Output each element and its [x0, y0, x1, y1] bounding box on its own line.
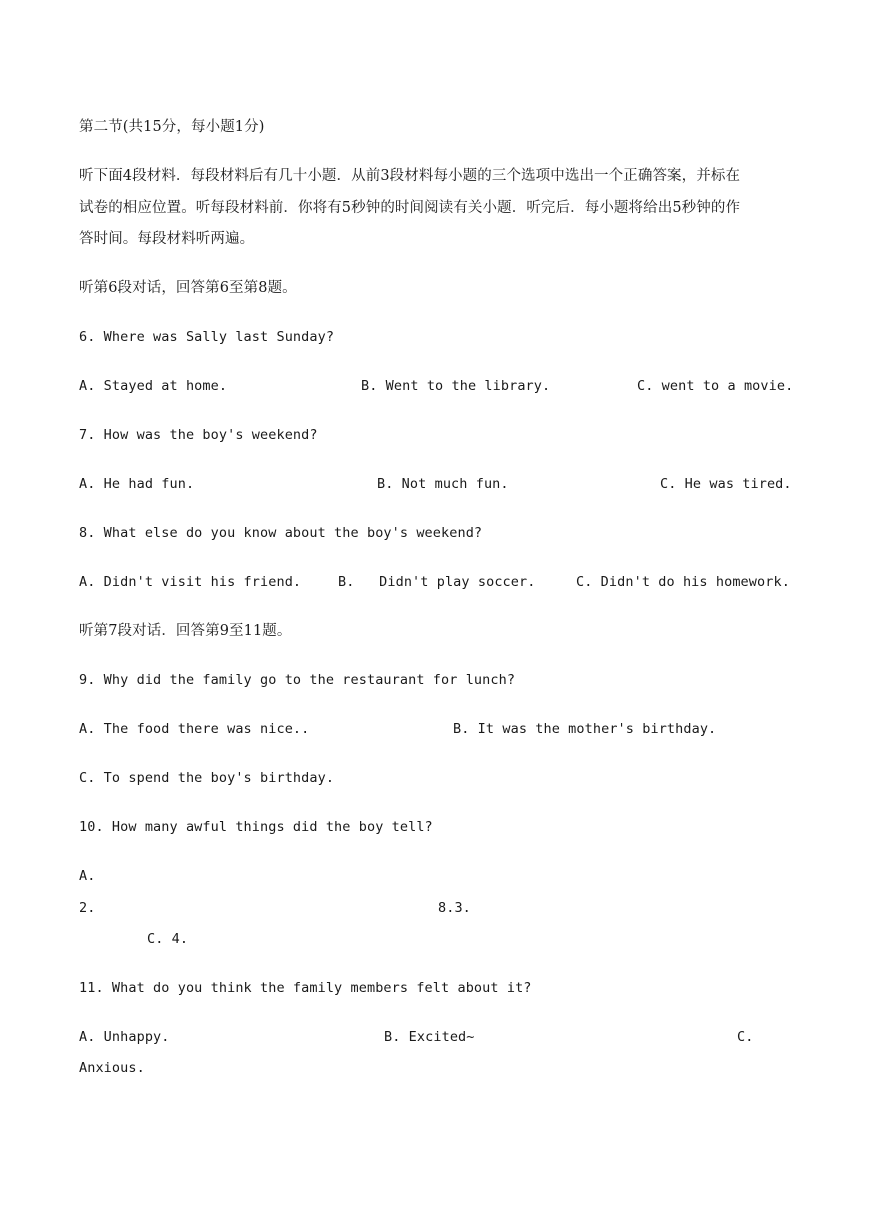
question-11: 11. What do you think the family members felt about it?: [79, 980, 532, 996]
q11-option-b: B. Excited~: [384, 1029, 475, 1045]
q11-option-c-value: Anxious.: [79, 1060, 145, 1076]
instructions-line-2: 试卷的相应位置。听每段材料前．你将有5秒钟的时间阅读有关小题．听完后．每小题将给出5秒钟的作: [79, 200, 741, 216]
q8-option-b: B. Didn't play soccer.: [338, 574, 536, 590]
q8-option-c: C. Didn't do his homework.: [576, 574, 790, 590]
q6-option-a: A. Stayed at home.: [79, 378, 228, 394]
q9-option-a: A. The food there was nice..: [79, 721, 310, 737]
q10-option-a-letter: A.: [79, 868, 96, 884]
instructions-line-3: 答时间。每段材料听两遍。: [79, 231, 255, 247]
question-10: 10. How many awful things did the boy tell?: [79, 819, 433, 835]
q7-option-c: C. He was tired.: [660, 476, 792, 492]
q6-option-b: B. Went to the library.: [361, 378, 551, 394]
q9-option-c: C. To spend the boy's birthday.: [79, 770, 335, 786]
q7-option-b: B. Not much fun.: [377, 476, 509, 492]
instructions-line-1: 听下面4段材料．每段材料后有几十小题．从前3段材料每小题的三个选项中选出一个正确答案，并标在: [79, 168, 741, 184]
passage-6-intro: 听第6段对话，回答第6至第8题。: [79, 280, 297, 296]
q7-option-a: A. He had fun.: [79, 476, 195, 492]
q6-option-c: C. went to a movie.: [637, 378, 794, 394]
section-heading: 第二节(共15分，每小题1分): [79, 119, 265, 135]
q8-option-a: A. Didn't visit his friend.: [79, 574, 302, 590]
question-6: 6. Where was Sally last Sunday?: [79, 329, 335, 345]
q11-option-a: A. Unhappy.: [79, 1029, 170, 1045]
q11-option-c-letter: C.: [737, 1029, 754, 1045]
q10-option-a-value: 2.: [79, 900, 96, 916]
question-7: 7. How was the boy's weekend?: [79, 427, 318, 443]
question-9: 9. Why did the family go to the restaurant for lunch?: [79, 672, 516, 688]
q10-option-c: C. 4.: [147, 931, 189, 947]
passage-7-intro: 听第7段对话．回答第9至11题。: [79, 623, 292, 639]
q10-option-b: 8.3.: [438, 900, 471, 916]
q9-option-b: B. It was the mother's birthday.: [453, 721, 717, 737]
question-8: 8. What else do you know about the boy's weekend?: [79, 525, 483, 541]
